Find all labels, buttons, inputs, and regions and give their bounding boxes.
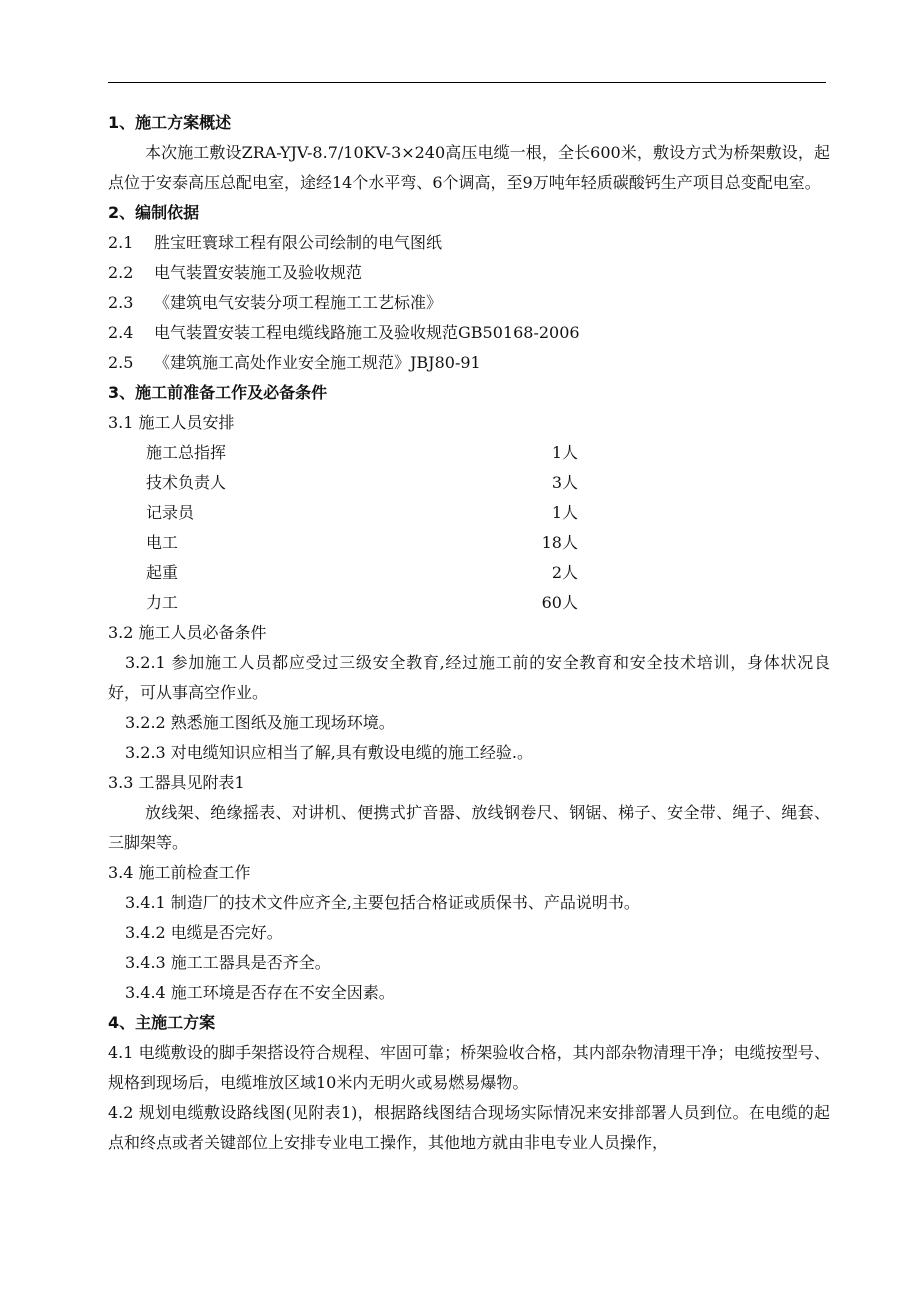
staff-count: 1人 xyxy=(551,443,578,462)
tools-paragraph: 放线架、绝缘摇表、对讲机、便携式扩音器、放线钢卷尺、钢锯、梯子、安全带、绳子、绳套、三脚架等。 xyxy=(108,803,830,852)
section-2-heading: 2、编制依据 xyxy=(108,203,200,222)
staff-row xyxy=(108,498,830,528)
plan-paragraph-4-2: 4.2 规划电缆敷设路线图(见附表1)，根据路线图结合现场实际情况来安排部署人员到位。在电缆的起点和终点或者关键部位上安排专业电工操作，其他地方就由非电专业人员操作， xyxy=(108,1103,830,1152)
staff-row xyxy=(108,558,830,588)
staff-count: 60人 xyxy=(541,593,578,612)
staff-count: 1人 xyxy=(551,503,578,522)
check-item-3-4-1: 3.4.1 制造厂的技术文件应齐全,主要包括合格证或质保书、产品说明书。 xyxy=(125,893,640,912)
subsection-3-3-title: 3.3 工器具见附表1 xyxy=(108,773,245,792)
condition-3-2-2: 3.2.2 熟悉施工图纸及施工现场环境。 xyxy=(125,713,395,732)
section-1-paragraph: 本次施工敷设ZRA-YJV-8.7/10KV-3×240高压电缆一根，全长600米，敷设方式为桥架敷设，起点位于安泰高压总配电室，途经14个水平弯、6个调高，至9万吨年轻质碳酸钙生产项目总变配电室。 xyxy=(108,143,830,192)
basis-item-text: 电气装置安装施工及验收规范 xyxy=(154,263,363,282)
staff-count: 2人 xyxy=(551,563,578,582)
basis-item-2-4 xyxy=(108,318,830,348)
basis-item-2-1 xyxy=(108,228,830,258)
basis-item-number: 2.1 xyxy=(108,233,134,252)
staff-row xyxy=(108,438,830,468)
staff-row xyxy=(108,528,830,558)
check-item-3-4-4: 3.4.4 施工环境是否存在不安全因素。 xyxy=(125,983,395,1002)
plan-paragraph-4-1: 4.1 电缆敷设的脚手架搭设符合规程、牢固可靠；桥架验收合格，其内部杂物清理干净；电缆按型号、规格到现场后，电缆堆放区域10米内无明火或易燃易爆物。 xyxy=(108,1043,830,1092)
basis-item-text: 《建筑电气安装分项工程施工工艺标准》 xyxy=(154,293,443,312)
check-item-3-4-3: 3.4.3 施工工器具是否齐全。 xyxy=(125,953,331,972)
basis-item-2-2 xyxy=(108,258,830,288)
condition-3-2-1: 3.2.1 参加施工人员都应受过三级安全教育,经过施工前的安全教育和安全技术培训，身体状况良好，可从事高空作业。 xyxy=(108,653,830,702)
staff-count: 18人 xyxy=(541,533,578,552)
basis-item-number: 2.2 xyxy=(108,263,134,282)
staff-count: 3人 xyxy=(551,473,578,492)
basis-item-text: 胜宝旺寰球工程有限公司绘制的电气图纸 xyxy=(154,233,443,252)
staff-role: 力工 xyxy=(146,593,179,612)
subsection-3-2-title: 3.2 施工人员必备条件 xyxy=(108,623,267,642)
basis-item-number: 2.5 xyxy=(108,353,134,372)
staff-role: 施工总指挥 xyxy=(146,443,227,462)
staff-role: 电工 xyxy=(146,533,179,552)
staff-role: 记录员 xyxy=(146,503,195,522)
basis-item-text: 《建筑施工高处作业安全施工规范》JBJ80-91 xyxy=(154,353,481,372)
staff-row xyxy=(108,468,830,498)
section-1-heading: 1、施工方案概述 xyxy=(108,113,232,132)
section-4-heading: 4、主施工方案 xyxy=(108,1013,216,1032)
staff-row xyxy=(108,588,830,618)
header-rule xyxy=(108,82,826,83)
basis-item-number: 2.4 xyxy=(108,323,134,342)
section-3-heading: 3、施工前准备工作及必备条件 xyxy=(108,383,328,402)
subsection-3-4-title: 3.4 施工前检查工作 xyxy=(108,863,251,882)
basis-item-number: 2.3 xyxy=(108,293,134,312)
document-body xyxy=(108,108,830,1158)
basis-item-text: 电气装置安装工程电缆线路施工及验收规范GB50168-2006 xyxy=(154,323,580,342)
basis-item-2-5 xyxy=(108,348,830,378)
staff-role: 技术负责人 xyxy=(146,473,227,492)
basis-item-2-3 xyxy=(108,288,830,318)
subsection-3-1-title: 3.1 施工人员安排 xyxy=(108,413,235,432)
staff-role: 起重 xyxy=(146,563,179,582)
check-item-3-4-2: 3.4.2 电缆是否完好。 xyxy=(125,923,283,942)
condition-3-2-3: 3.2.3 对电缆知识应相当了解,具有敷设电缆的施工经验.。 xyxy=(125,743,533,762)
